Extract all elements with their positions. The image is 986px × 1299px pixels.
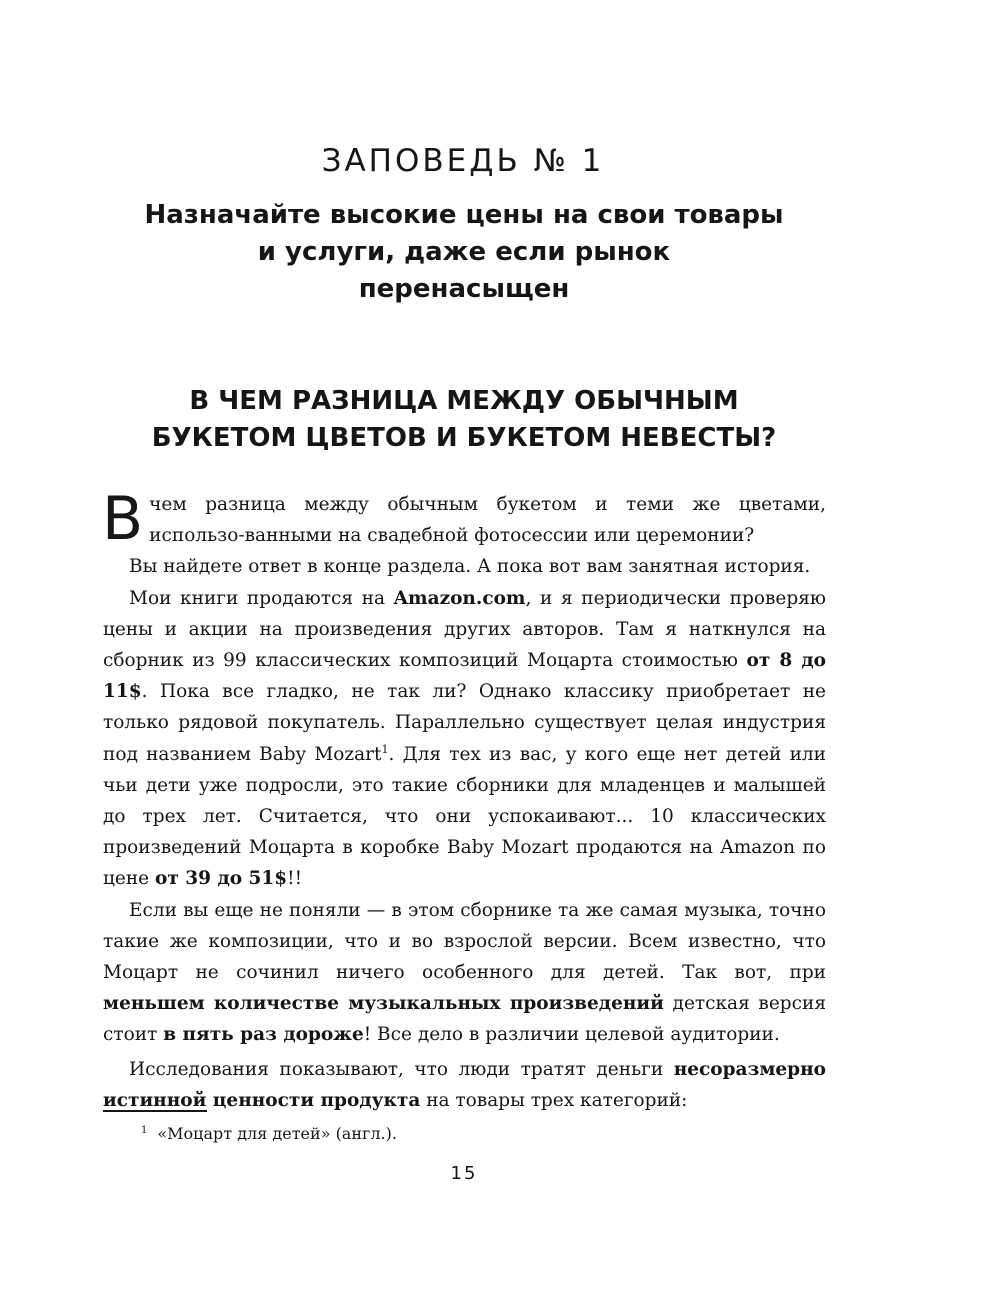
chapter-title [0,197,928,308]
section-heading-line: БУКЕТОМ ЦВЕТОВ И БУКЕТОМ НЕВЕСТЫ? [151,423,777,453]
bold-run: в пять раз дороже [163,1024,364,1046]
paragraph [103,895,826,1051]
chapter-label: ЗАПОВЕДЬ № 1 [321,143,605,179]
bold-run: меньшем количестве музыкальных произведений [103,993,664,1015]
footnote-reference: 1 [381,742,389,756]
footnote-divider [103,1110,207,1112]
chapter-title-line: перенасыщен [358,274,570,304]
footnote [141,1124,397,1143]
paragraph-intro [102,484,826,554]
text-run: Если вы еще не поняли — в этом сборнике та же самая музыка, точно такие же композиции, что и во взрослой версии. Всем известно, что Моцарт не сочинил ничего особенного для детей. Так вот, при [103,899,826,984]
text-run: . Пока все гладко, не так ли? Однако классику приобретает не только рядовой покупатель. Параллельно существует целая индустрия под названием Baby Mozart [103,681,826,765]
text-run: , и я периодически проверяю цены и акции на произведения других авторов. Там я наткнулся на сборник из 99 классических композиций Моцарта стоимостью [103,587,826,672]
paragraph [103,1054,826,1116]
text-run: на товары трех категорий: [420,1089,688,1111]
chapter-title-line: Назначайте высокие цены на свои товары [144,200,784,230]
text-run: Исследования показывают, что люди тратят деньги [129,1058,674,1080]
bold-run: несоразмерно истинной ценности продукта [103,1058,826,1111]
section-heading [0,383,928,457]
body-text [102,484,826,1116]
bold-run: Amazon.com [393,587,526,609]
paragraph [103,583,826,895]
text-run: детская версия стоит [103,993,826,1046]
chapter-title-line: и услуги, даже если рынок [257,237,671,267]
text-run: ! Все дело в различии целевой аудитории. [363,1024,780,1046]
text-run: !! [287,868,303,890]
footnote-text: «Моцарт для детей» (англ.). [157,1124,397,1143]
paragraph-text: чем разница между обычным букетом и теми же цветами, использо-ванными на свадебной фотосессии или церемонии? [149,494,826,547]
bold-run: от 8 до 11$ [103,650,826,703]
paragraph: Вы найдете ответ в конце раздела. А пока вот вам занятная история. [129,556,811,578]
page-number: 15 [450,1163,478,1184]
section-heading-line: В ЧЕМ РАЗНИЦА МЕЖДУ ОБЫЧНЫМ [189,386,739,416]
drop-cap: В [102,484,144,554]
bold-run: от 39 до 51$ [155,868,288,890]
footnote-marker: 1 [141,1125,148,1136]
text-run: . Для тех из вас, у кого еще нет детей или чьи дети уже подросли, это такие сборники для младенцев и малышей до трех лет. Считается, что они успокаивают... 10 классических произведений Моцарта в коробке Baby Mozart продаются на Amazon по цене [103,743,826,890]
text-run: Мои книги продаются на [129,587,394,609]
